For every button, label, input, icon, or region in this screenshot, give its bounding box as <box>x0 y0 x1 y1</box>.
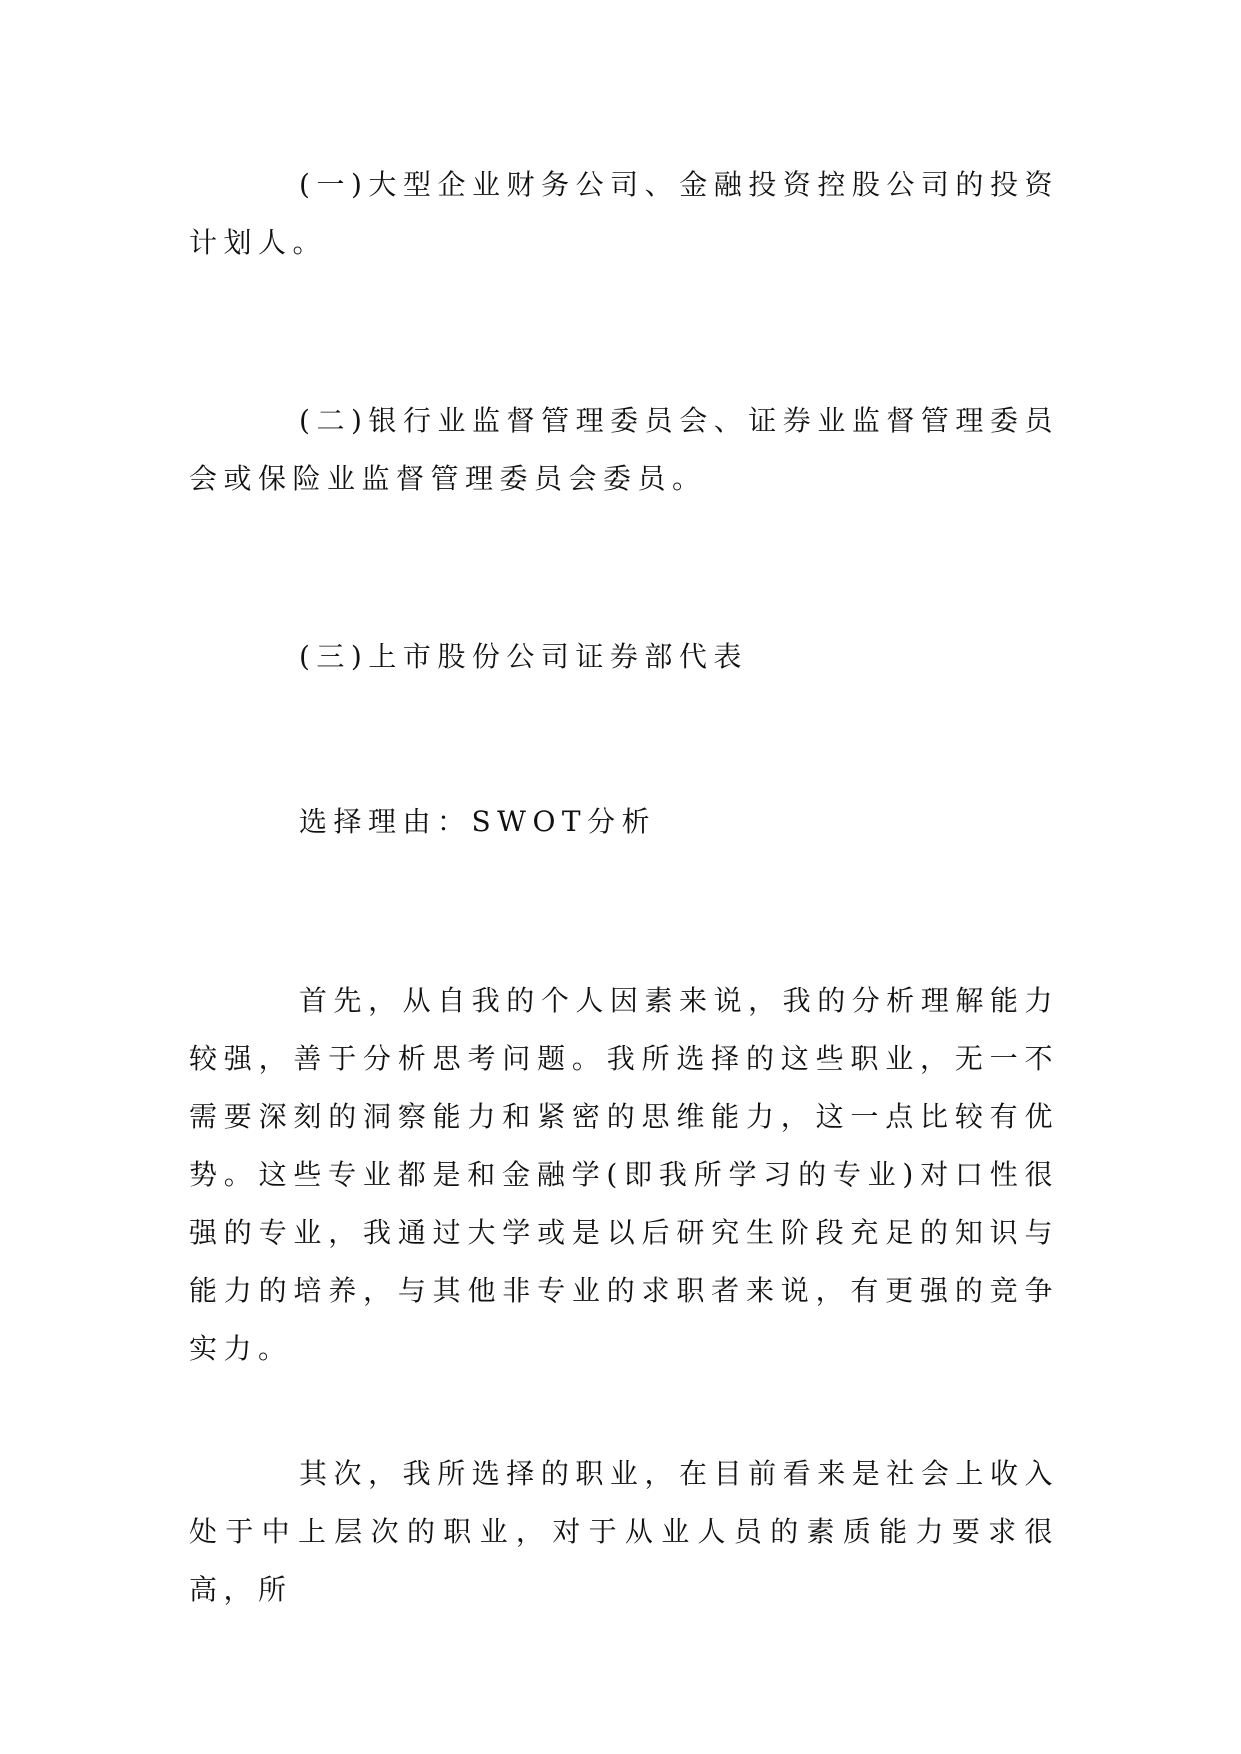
career-option-3-paragraph: (三)上市股份公司证券部代表 <box>299 640 748 673</box>
career-income-paragraph: 其次，我所选择的职业，在目前看来是社会上收入处于中上层次的职业，对于从业人员的素质能力要求很高，所 <box>189 1457 1059 1606</box>
personal-factors-paragraph: 首先，从自我的个人因素来说，我的分析理解能力较强，善于分析思考问题。我所选择的这些职业，无一不需要深刻的洞察能力和紧密的思维能力，这一点比较有优势。这些专业都是和金融学(即我所学习的专业)对口性很强的专业，我通过大学或是以后研究生阶段充足的知识与能力的培养，与其他非专业的求职者来说，有更强的竞争实力。 <box>189 984 1059 1365</box>
career-option-2-paragraph: (二)银行业监督管理委员会、证券业监督管理委员会或保险业监督管理委员会委员。 <box>189 404 1059 495</box>
selection-reason-heading: 选择理由：SWOT分析 <box>299 805 657 838</box>
career-option-1-paragraph: (一)大型企业财务公司、金融投资控股公司的投资计划人。 <box>189 168 1059 259</box>
